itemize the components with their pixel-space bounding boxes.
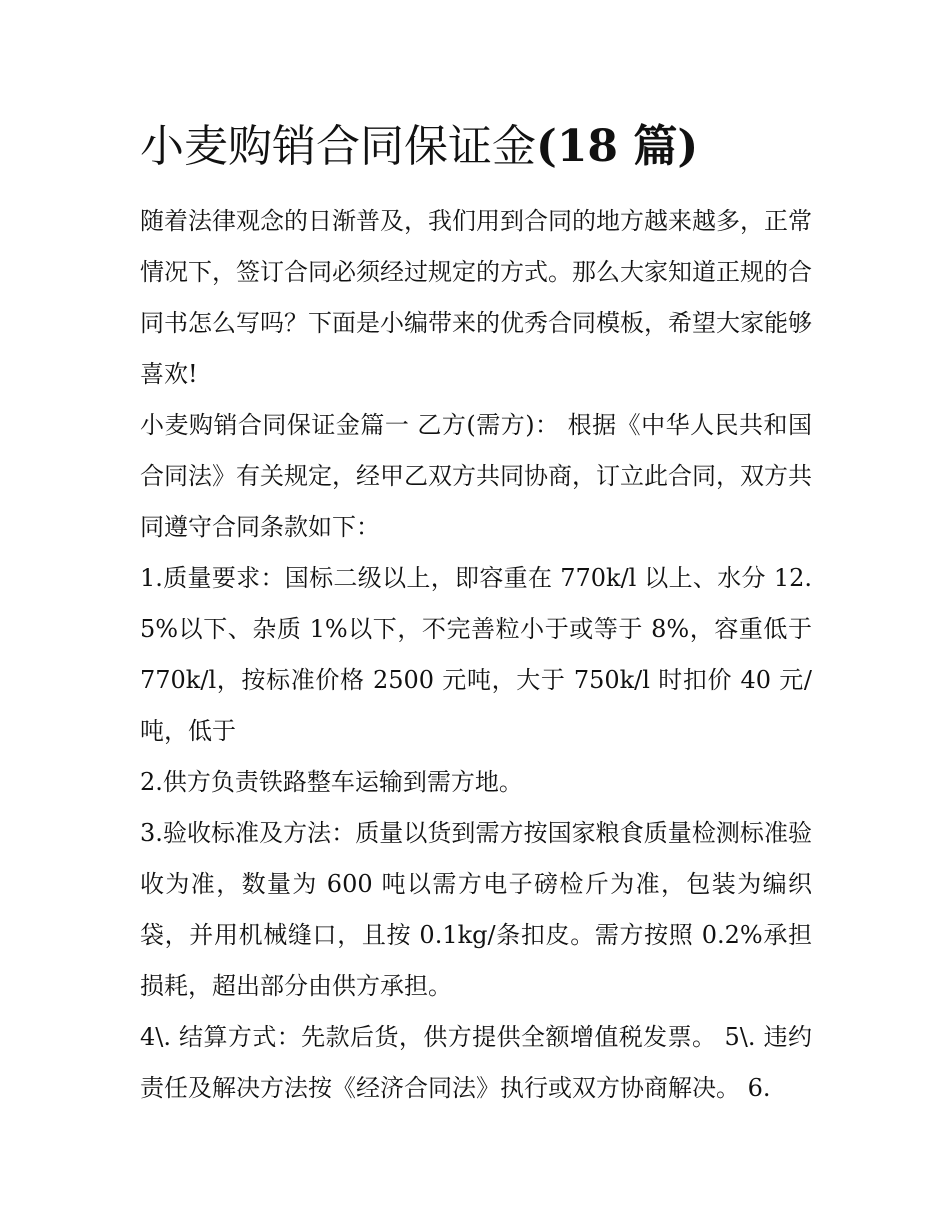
paragraph-clause-4-6: 4\. 结算方式：先款后货，供方提供全额增值税发票。 5\. 违约责任及解决方法按《经济合同法》执行或双方协商解决。 6.: [140, 1023, 812, 1102]
document-title: [140, 116, 698, 178]
paragraph-clause-3: 3.验收标准及方法：质量以货到需方按国家粮食质量检测标准验收为准，数量为 600 吨以需方电子磅检斤为准，包装为编织袋，并用机械缝口，且按 0.1kg/条扣皮。需方按照 0.2%承担损耗，超出部分由供方承担。: [140, 819, 812, 1000]
title-count: (18 篇): [536, 121, 699, 172]
document-body: [140, 196, 812, 1114]
paragraph-clause-2: 2.供方负责铁路整车运输到需方地。: [140, 768, 523, 796]
paragraph-intro: 随着法律观念的日渐普及，我们用到合同的地方越来越多，正常情况下，签订合同必须经过规定的方式。那么大家知道正规的合同书怎么写吗？下面是小编带来的优秀合同模板，希望大家能够喜欢!: [140, 207, 812, 388]
title-main: 小麦购销合同保证金: [140, 121, 536, 172]
paragraph-preamble: 小麦购销合同保证金篇一 乙方(需方)： 根据《中华人民共和国合同法》有关规定，经甲乙双方共同协商，订立此合同，双方共同遵守合同条款如下：: [140, 411, 812, 541]
paragraph-clause-1: 1.质量要求：国标二级以上，即容重在 770k/l 以上、水分 12.5%以下、杂质 1%以下，不完善粒小于或等于 8%，容重低于 770k/l，按标准价格 2500 元吨，大于 750k/l 时扣价 40 元/吨，低于: [140, 564, 812, 745]
